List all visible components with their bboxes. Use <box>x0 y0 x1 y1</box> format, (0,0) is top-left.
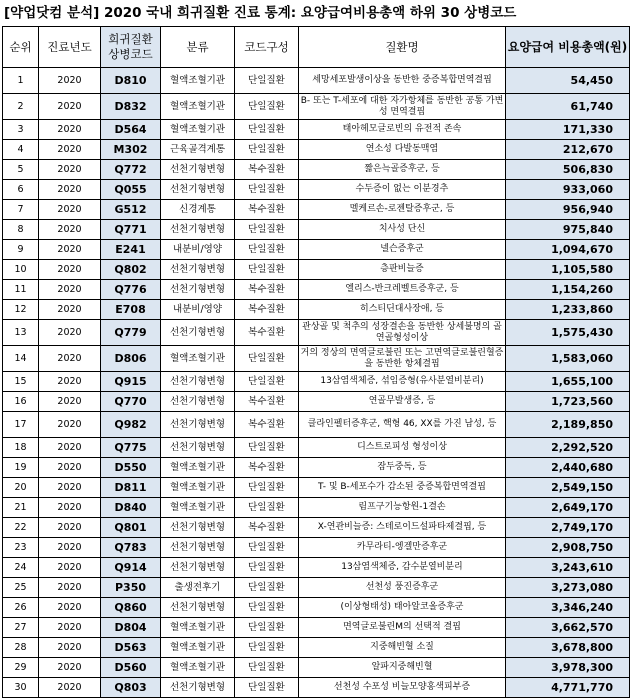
composition-cell: 복수질환 <box>235 458 299 478</box>
year-cell: 2020 <box>39 658 101 678</box>
composition-cell: 단일질환 <box>235 120 299 140</box>
composition-cell: 복수질환 <box>235 518 299 538</box>
table-row <box>3 240 630 260</box>
header-year: 진료년도 <box>39 27 101 68</box>
header-cost: 요양급여 비용총액(원) <box>506 27 630 68</box>
cost-cell: 1,105,580 <box>506 260 630 280</box>
category-cell: 선천기형변형 <box>161 678 235 698</box>
year-cell: 2020 <box>39 120 101 140</box>
year-cell: 2020 <box>39 458 101 478</box>
code-cell: Q914 <box>101 558 161 578</box>
category-cell: 선천기형변형 <box>161 538 235 558</box>
disease-name-cell: 면역글로불린M의 선택적 결핍 <box>299 618 506 638</box>
table-row <box>3 518 630 538</box>
code-cell: Q776 <box>101 280 161 300</box>
table-row <box>3 180 630 200</box>
year-cell: 2020 <box>39 160 101 180</box>
composition-cell: 단일질환 <box>235 638 299 658</box>
cost-cell: 212,670 <box>506 140 630 160</box>
header-disease: 질환명 <box>299 27 506 68</box>
header-code: 희귀질환 상병코드 <box>101 27 161 68</box>
rank-cell: 8 <box>3 220 39 240</box>
rank-cell: 4 <box>3 140 39 160</box>
disease-name-cell: 알파지중해빈혈 <box>299 658 506 678</box>
disease-name-cell: 넬슨증후군 <box>299 240 506 260</box>
table-row <box>3 558 630 578</box>
code-cell: D810 <box>101 68 161 94</box>
code-cell: Q783 <box>101 538 161 558</box>
rank-cell: 15 <box>3 372 39 392</box>
rank-cell: 3 <box>3 120 39 140</box>
rank-cell: 20 <box>3 478 39 498</box>
disease-name-cell: 층판비늘증 <box>299 260 506 280</box>
code-cell: Q982 <box>101 412 161 438</box>
table-row <box>3 538 630 558</box>
disease-name-cell: 세망세포발생이상을 동반한 중증복합면역결핍 <box>299 68 506 94</box>
table-row <box>3 160 630 180</box>
cost-cell: 2,549,150 <box>506 478 630 498</box>
category-cell: 근육골격계통 <box>161 140 235 160</box>
year-cell: 2020 <box>39 392 101 412</box>
category-cell: 선천기형변형 <box>161 280 235 300</box>
cost-cell: 171,330 <box>506 120 630 140</box>
composition-cell: 단일질환 <box>235 94 299 120</box>
category-cell: 선천기형변형 <box>161 180 235 200</box>
rank-cell: 22 <box>3 518 39 538</box>
cost-cell: 1,233,860 <box>506 300 630 320</box>
code-cell: Q779 <box>101 320 161 346</box>
header-composition: 코드구성 <box>235 27 299 68</box>
table-row <box>3 68 630 94</box>
cost-cell: 2,292,520 <box>506 438 630 458</box>
table-row <box>3 598 630 618</box>
cost-cell: 3,978,300 <box>506 658 630 678</box>
disease-name-cell: 엘리스-반크레벨트증후군, 등 <box>299 280 506 300</box>
disease-name-cell: B- 또는 T-세포에 대한 자가항체를 동반한 공통 가변성 면역결핍 <box>299 94 506 120</box>
code-cell: Q772 <box>101 160 161 180</box>
year-cell: 2020 <box>39 598 101 618</box>
composition-cell: 단일질환 <box>235 372 299 392</box>
rank-cell: 5 <box>3 160 39 180</box>
year-cell: 2020 <box>39 180 101 200</box>
disease-name-cell: 지중해빈혈 소질 <box>299 638 506 658</box>
cost-cell: 1,583,060 <box>506 346 630 372</box>
category-cell: 선천기형변형 <box>161 392 235 412</box>
cost-cell: 2,189,850 <box>506 412 630 438</box>
category-cell: 내분비/영양 <box>161 300 235 320</box>
cost-cell: 1,094,670 <box>506 240 630 260</box>
cost-cell: 2,749,170 <box>506 518 630 538</box>
year-cell: 2020 <box>39 412 101 438</box>
year-cell: 2020 <box>39 200 101 220</box>
cost-cell: 54,450 <box>506 68 630 94</box>
disease-name-cell: 카무라티-엥겔만증후군 <box>299 538 506 558</box>
header-rank: 순위 <box>3 27 39 68</box>
code-cell: D563 <box>101 638 161 658</box>
code-cell: P350 <box>101 578 161 598</box>
category-cell: 혈액조혈기관 <box>161 458 235 478</box>
cost-cell: 975,840 <box>506 220 630 240</box>
year-cell: 2020 <box>39 478 101 498</box>
composition-cell: 단일질환 <box>235 438 299 458</box>
rank-cell: 14 <box>3 346 39 372</box>
table-row <box>3 412 630 438</box>
code-cell: Q860 <box>101 598 161 618</box>
disease-name-cell: 태아헤모글로빈의 유전적 존속 <box>299 120 506 140</box>
year-cell: 2020 <box>39 68 101 94</box>
rank-cell: 6 <box>3 180 39 200</box>
category-cell: 혈액조혈기관 <box>161 638 235 658</box>
category-cell: 선천기형변형 <box>161 558 235 578</box>
year-cell: 2020 <box>39 538 101 558</box>
code-cell: D564 <box>101 120 161 140</box>
rank-cell: 18 <box>3 438 39 458</box>
disease-name-cell: 연골무발생증, 등 <box>299 392 506 412</box>
table-row <box>3 638 630 658</box>
composition-cell: 단일질환 <box>235 678 299 698</box>
rank-cell: 17 <box>3 412 39 438</box>
disease-name-cell: 림프구기능항원-1결손 <box>299 498 506 518</box>
category-cell: 혈액조혈기관 <box>161 346 235 372</box>
table-row <box>3 658 630 678</box>
disease-name-cell: 13삼염색체증, 섞임증형(유사분열비분리) <box>299 372 506 392</box>
code-cell: D811 <box>101 478 161 498</box>
code-cell: D550 <box>101 458 161 478</box>
table-row <box>3 618 630 638</box>
category-cell: 혈액조혈기관 <box>161 478 235 498</box>
composition-cell: 단일질환 <box>235 140 299 160</box>
category-cell: 혈액조혈기관 <box>161 94 235 120</box>
year-cell: 2020 <box>39 260 101 280</box>
rank-cell: 1 <box>3 68 39 94</box>
rank-cell: 7 <box>3 200 39 220</box>
rank-cell: 11 <box>3 280 39 300</box>
composition-cell: 복수질환 <box>235 200 299 220</box>
code-cell: Q055 <box>101 180 161 200</box>
rank-cell: 23 <box>3 538 39 558</box>
composition-cell: 복수질환 <box>235 320 299 346</box>
cost-cell: 61,740 <box>506 94 630 120</box>
code-cell: D560 <box>101 658 161 678</box>
category-cell: 혈액조혈기관 <box>161 68 235 94</box>
header-row <box>3 27 630 68</box>
rank-cell: 21 <box>3 498 39 518</box>
code-cell: D840 <box>101 498 161 518</box>
code-cell: M302 <box>101 140 161 160</box>
category-cell: 혈액조혈기관 <box>161 498 235 518</box>
category-cell: 선천기형변형 <box>161 438 235 458</box>
code-cell: Q771 <box>101 220 161 240</box>
disease-name-cell: 선천성 수포성 비늘모양홍색피부증 <box>299 678 506 698</box>
composition-cell: 단일질환 <box>235 180 299 200</box>
composition-cell: 단일질환 <box>235 558 299 578</box>
disease-name-cell: X-연관비늘증: 스테로이드설파타제결핍, 등 <box>299 518 506 538</box>
category-cell: 혈액조혈기관 <box>161 658 235 678</box>
composition-cell: 단일질환 <box>235 598 299 618</box>
composition-cell: 단일질환 <box>235 578 299 598</box>
cost-cell: 1,575,430 <box>506 320 630 346</box>
table-row <box>3 346 630 372</box>
disease-name-cell: 수두증이 없는 이분경추 <box>299 180 506 200</box>
disease-name-cell: 디스트로피성 형성이상 <box>299 438 506 458</box>
year-cell: 2020 <box>39 578 101 598</box>
composition-cell: 단일질환 <box>235 240 299 260</box>
table-row <box>3 478 630 498</box>
table-row <box>3 280 630 300</box>
rank-cell: 24 <box>3 558 39 578</box>
rank-cell: 10 <box>3 260 39 280</box>
category-cell: 혈액조혈기관 <box>161 618 235 638</box>
rank-cell: 27 <box>3 618 39 638</box>
category-cell: 내분비/영양 <box>161 240 235 260</box>
disease-name-cell: T- 및 B-세포수가 감소된 중증복합면역결핍 <box>299 478 506 498</box>
composition-cell: 복수질환 <box>235 300 299 320</box>
code-cell: Q803 <box>101 678 161 698</box>
disease-name-cell: (이상형태성) 태아알코올증후군 <box>299 598 506 618</box>
composition-cell: 단일질환 <box>235 618 299 638</box>
table-row <box>3 578 630 598</box>
rank-cell: 25 <box>3 578 39 598</box>
category-cell: 선천기형변형 <box>161 320 235 346</box>
disease-name-cell: 짧은늑골증후군, 등 <box>299 160 506 180</box>
table-row <box>3 140 630 160</box>
cost-cell: 1,154,260 <box>506 280 630 300</box>
header-category: 분류 <box>161 27 235 68</box>
composition-cell: 단일질환 <box>235 260 299 280</box>
year-cell: 2020 <box>39 518 101 538</box>
year-cell: 2020 <box>39 638 101 658</box>
table-row <box>3 220 630 240</box>
table-row <box>3 678 630 698</box>
year-cell: 2020 <box>39 320 101 346</box>
rank-cell: 28 <box>3 638 39 658</box>
composition-cell: 단일질환 <box>235 658 299 678</box>
table-row <box>3 438 630 458</box>
composition-cell: 단일질환 <box>235 68 299 94</box>
composition-cell: 복수질환 <box>235 392 299 412</box>
disease-name-cell: 히스티딘대사장애, 등 <box>299 300 506 320</box>
disease-name-cell: 13삼염색체증, 감수분열비분리 <box>299 558 506 578</box>
year-cell: 2020 <box>39 140 101 160</box>
year-cell: 2020 <box>39 240 101 260</box>
code-cell: D804 <box>101 618 161 638</box>
rank-cell: 12 <box>3 300 39 320</box>
table-row <box>3 260 630 280</box>
year-cell: 2020 <box>39 438 101 458</box>
year-cell: 2020 <box>39 280 101 300</box>
code-cell: Q801 <box>101 518 161 538</box>
year-cell: 2020 <box>39 678 101 698</box>
category-cell: 선천기형변형 <box>161 598 235 618</box>
rank-cell: 26 <box>3 598 39 618</box>
composition-cell: 복수질환 <box>235 412 299 438</box>
year-cell: 2020 <box>39 220 101 240</box>
rank-cell: 13 <box>3 320 39 346</box>
table-row <box>3 94 630 120</box>
code-cell: Q802 <box>101 260 161 280</box>
cost-cell: 3,243,610 <box>506 558 630 578</box>
disease-name-cell: 멜케르손-로젠탈증후군, 등 <box>299 200 506 220</box>
composition-cell: 복수질환 <box>235 280 299 300</box>
rank-cell: 2 <box>3 94 39 120</box>
rank-cell: 30 <box>3 678 39 698</box>
code-cell: Q915 <box>101 372 161 392</box>
disease-name-cell: 선천성 풍진증후군 <box>299 578 506 598</box>
cost-cell: 2,440,680 <box>506 458 630 478</box>
cost-cell: 1,723,560 <box>506 392 630 412</box>
cost-cell: 506,830 <box>506 160 630 180</box>
disease-name-cell: 관상골 및 척추의 성장결손을 동반한 상세불명의 골연골형성이상 <box>299 320 506 346</box>
code-cell: G512 <box>101 200 161 220</box>
category-cell: 신경계통 <box>161 200 235 220</box>
cost-cell: 3,346,240 <box>506 598 630 618</box>
code-cell: E241 <box>101 240 161 260</box>
composition-cell: 단일질환 <box>235 538 299 558</box>
category-cell: 선천기형변형 <box>161 160 235 180</box>
cost-cell: 2,908,750 <box>506 538 630 558</box>
year-cell: 2020 <box>39 300 101 320</box>
disease-name-cell: 거의 정상의 면역글로불린 또는 고면역글로불린혈증을 동반한 항체결핍 <box>299 346 506 372</box>
cost-cell: 3,273,080 <box>506 578 630 598</box>
rank-cell: 19 <box>3 458 39 478</box>
rank-cell: 9 <box>3 240 39 260</box>
table-row <box>3 320 630 346</box>
category-cell: 출생전후기 <box>161 578 235 598</box>
category-cell: 선천기형변형 <box>161 260 235 280</box>
cost-cell: 2,649,170 <box>506 498 630 518</box>
rank-cell: 29 <box>3 658 39 678</box>
year-cell: 2020 <box>39 558 101 578</box>
table-row <box>3 300 630 320</box>
table-row <box>3 498 630 518</box>
rank-cell: 16 <box>3 392 39 412</box>
code-cell: Q770 <box>101 392 161 412</box>
rare-disease-table <box>2 26 630 698</box>
composition-cell: 단일질환 <box>235 220 299 240</box>
year-cell: 2020 <box>39 346 101 372</box>
table-row <box>3 372 630 392</box>
category-cell: 선천기형변형 <box>161 412 235 438</box>
disease-name-cell: 클라인펠터증후군, 핵형 46, XX를 가진 남성, 등 <box>299 412 506 438</box>
code-cell: D832 <box>101 94 161 120</box>
cost-cell: 3,662,570 <box>506 618 630 638</box>
composition-cell: 복수질환 <box>235 160 299 180</box>
code-cell: E708 <box>101 300 161 320</box>
table-row <box>3 392 630 412</box>
year-cell: 2020 <box>39 618 101 638</box>
category-cell: 선천기형변형 <box>161 220 235 240</box>
cost-cell: 3,678,800 <box>506 638 630 658</box>
table-row <box>3 458 630 478</box>
category-cell: 선천기형변형 <box>161 372 235 392</box>
composition-cell: 단일질환 <box>235 498 299 518</box>
year-cell: 2020 <box>39 498 101 518</box>
composition-cell: 단일질환 <box>235 478 299 498</box>
code-cell: D806 <box>101 346 161 372</box>
disease-name-cell: 연소성 다발동맥염 <box>299 140 506 160</box>
code-cell: Q775 <box>101 438 161 458</box>
disease-name-cell: 잠두중독, 등 <box>299 458 506 478</box>
table-row <box>3 200 630 220</box>
year-cell: 2020 <box>39 372 101 392</box>
category-cell: 선천기형변형 <box>161 518 235 538</box>
composition-cell: 단일질환 <box>235 346 299 372</box>
cost-cell: 933,060 <box>506 180 630 200</box>
disease-name-cell: 치사성 단신 <box>299 220 506 240</box>
page-title: [약업닷컴 분석] 2020 국내 희귀질환 진료 통계: 요양급여비용총액 하위 30 상병코드 <box>4 5 517 21</box>
table-row <box>3 120 630 140</box>
cost-cell: 1,655,100 <box>506 372 630 392</box>
year-cell: 2020 <box>39 94 101 120</box>
cost-cell: 4,771,770 <box>506 678 630 698</box>
category-cell: 혈액조혈기관 <box>161 120 235 140</box>
cost-cell: 956,940 <box>506 200 630 220</box>
